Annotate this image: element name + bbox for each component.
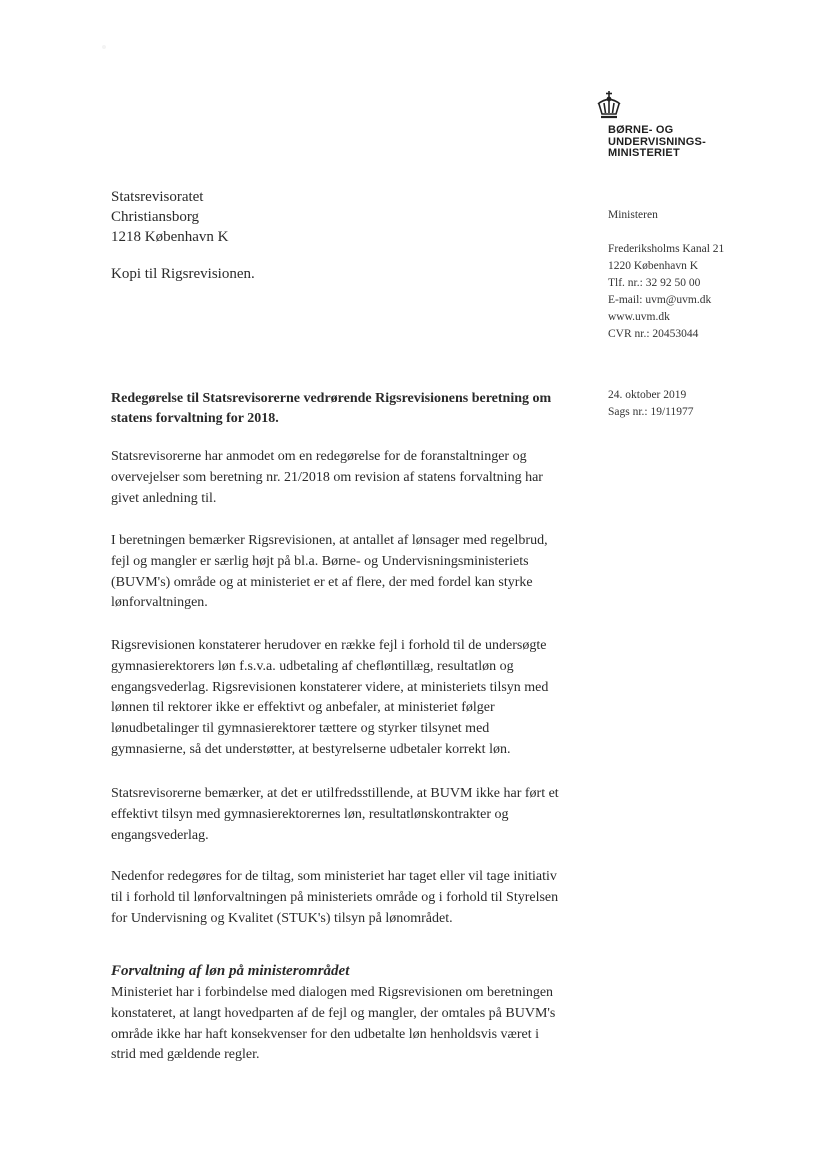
recipient-line: Statsrevisoratet [111, 189, 204, 205]
email-line: E-mail: uvm@uvm.dk [608, 294, 712, 306]
address-line: 1220 København K [608, 260, 699, 272]
body-paragraph: Statsrevisorerne har anmodet om en redegørelse for de foranstaltninger og overvejelser som beretning nr. 21/2018 om revision af statens forvaltning har givet anledning til. [111, 449, 543, 506]
section-heading: Forvaltning af løn på ministerområdet [111, 963, 350, 979]
phone-line: Tlf. nr.: 32 92 50 00 [608, 277, 701, 289]
recipient-address [111, 187, 228, 247]
body-paragraph: Rigsrevisionen konstaterer herudover en række fejl i forhold til de undersøgte gymnasierektorers løn f.s.v.a. udbetaling af chefløntillæg, resultatløn og engangsvederlag. Rigsrevisionen konstaterer videre, at ministeriets tilsyn med lønnen til rektorer ikke er effektivt og anbefaler, at ministeriet følger lønudbetalinger til gymnasierektorer tættere og styrker tilsynet med gymnasierne, så det understøtter, at bestyrelserne udbetaler korrekt løn. [111, 638, 549, 757]
sender-address [608, 241, 724, 343]
body-paragraph: I beretningen bemærker Rigsrevisionen, at antallet af lønsager med regelbrud, fejl og mangler er særlig højt på bl.a. Børne- og Undervisningsministeriets (BUVM's) område og at ministeriet er et af flere, der med fordel kan styrke lønforvaltningen. [111, 533, 548, 611]
copy-recipient: Kopi til Rigsrevisionen. [111, 266, 255, 282]
scan-speck [102, 45, 106, 49]
ministry-name-line: MINISTERIET [608, 147, 680, 159]
sender-role-text: Ministeren [608, 209, 658, 221]
address-line: Frederiksholms Kanal 21 [608, 243, 725, 255]
letter-meta [608, 387, 694, 421]
ministry-name-line: UNDERVISNINGS- [608, 135, 706, 148]
ministry-name-line: BØRNE- OG [608, 124, 674, 136]
cvr-line: CVR nr.: 20453044 [608, 328, 699, 340]
website-line: www.uvm.dk [608, 311, 670, 323]
recipient-line: Christiansborg [111, 209, 200, 225]
body-paragraph: Statsrevisorerne bemærker, at det er utilfredsstillende, at BUVM ikke har ført et effektivt tilsyn med gymnasierektorernes løn, resultatlønskontrakter og engangsvederlag. [111, 786, 559, 843]
letter-date: 24. oktober 2019 [608, 389, 687, 401]
letter-subject: Redegørelse til Statsrevisorerne vedrørende Rigsrevisionens beretning om statens forvaltning for 2018. [111, 391, 552, 426]
ministry-name [608, 125, 706, 160]
body-paragraph: Nedenfor redegøres for de tiltag, som ministeriet har taget eller vil tage initiativ til i forhold til lønforvaltningen på ministeriets område og i forhold til Styrelsen for Undervisning og Kvalitet (STUK's) tilsyn på lønområdet. [111, 869, 559, 926]
section-paragraph: Ministeriet har i forbindelse med dialogen med Rigsrevisionen om beretningen konstateret, at langt hovedparten af de fejl og mangler, der omtales på BUVM's område ikke har haft konsekvenser for den udbetalte løn henholdsvis været i strid med gældende regler. [111, 985, 556, 1063]
sender-role [608, 207, 658, 224]
case-number: Sags nr.: 19/11977 [608, 406, 694, 418]
recipient-line: 1218 København K [111, 229, 229, 245]
crown-icon [594, 90, 624, 120]
